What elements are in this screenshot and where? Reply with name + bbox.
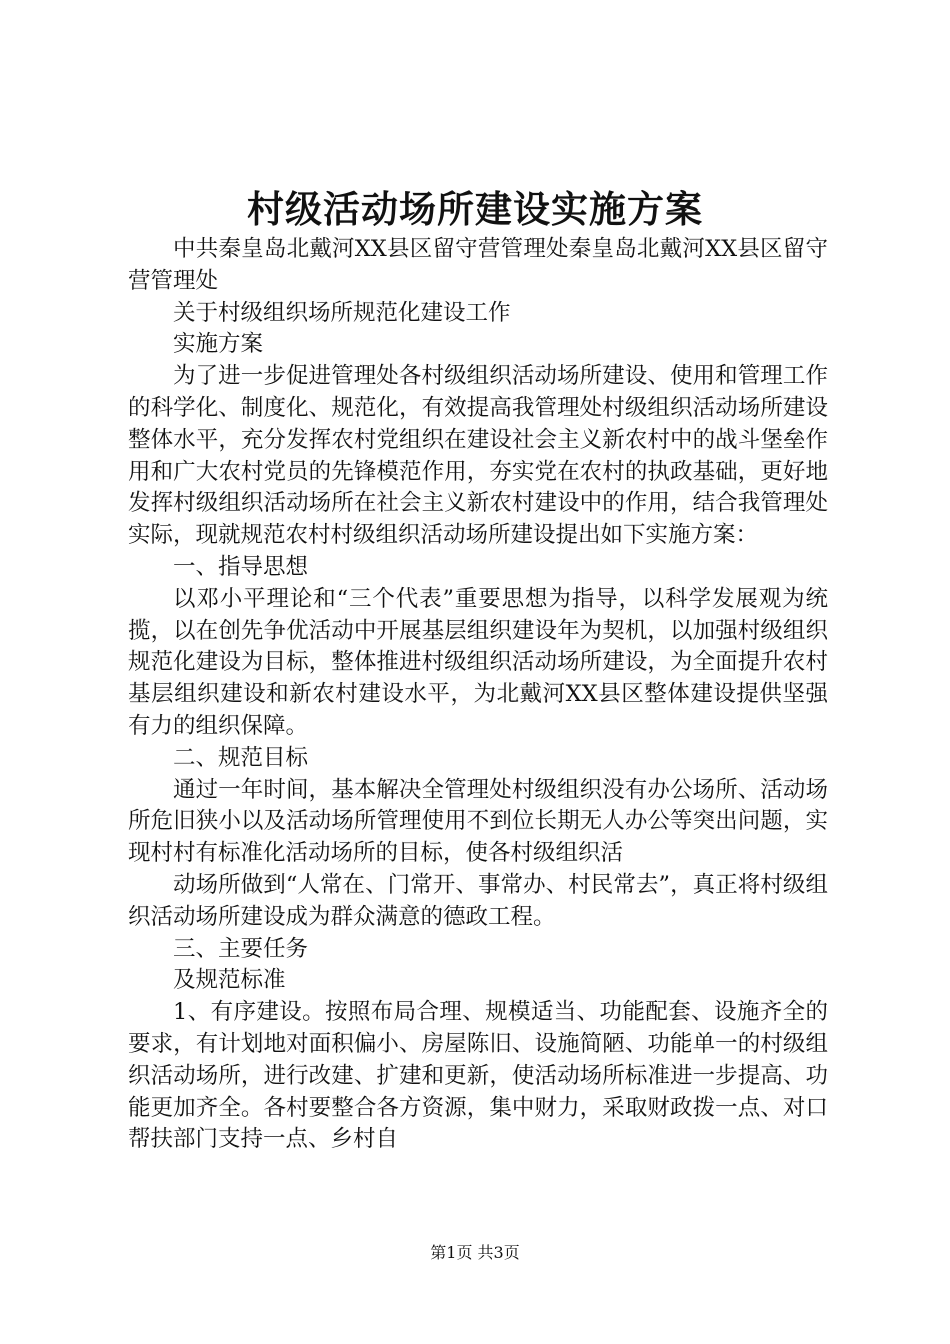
page-number: 第1页 共3页 bbox=[430, 1243, 520, 1262]
paragraph-intro: 为了进一步促进管理处各村级组织活动场所建设、使用和管理工作的科学化、制度化、规范化，有效提高我管理处村级组织活动场所建设整体水平，充分发挥农村党组织在建设社会主义新农村中的战斗堡垒作用和广大农村党员的先锋模范作用，夯实党在农村的执政基础，更好地发挥村级组织活动场所在社会主义新农村建设中的作用，结合我管理处实际，现就规范农村村级组织活动场所建设提出如下实施方案： bbox=[128, 363, 828, 549]
section-heading-goals: 二、规范目标 bbox=[173, 744, 309, 771]
section-heading-standards: 及规范标准 bbox=[173, 967, 286, 994]
document-body bbox=[128, 234, 828, 1156]
document-title: 村级活动场所建设实施方案 bbox=[247, 187, 703, 231]
paragraph-orderly-construction: 1、有序建设。按照布局合理、规模适当、功能配套、设施齐全的要求，有计划地对面积偏小、房屋陈旧、设施简陋、功能单一的村级组织活动场所，进行改建、扩建和更新，使活动场所标准进一步提高、功能更加齐全。各村要整合各方资源，集中财力，采取财政拨一点、对口帮扶部门支持一点、乡村自 bbox=[128, 999, 828, 1153]
paragraph-subtitle: 实施方案 bbox=[173, 331, 264, 358]
section-heading-guiding-thought: 一、指导思想 bbox=[173, 553, 309, 580]
paragraph-goals: 通过一年时间，基本解决全管理处村级组织没有办公场所、活动场所危旧狭小以及活动场所管理使用不到位长期无人办公等突出问题，实现村村有标准化活动场所的目标，使各村级组织活 bbox=[128, 776, 828, 867]
paragraph-guiding-thought: 以邓小平理论和“三个代表”重要思想为指导，以科学发展观为统揽，以在创先争优活动中开展基层组织建设年为契机，以加强村级组织规范化建设为目标，整体推进村级组织活动场所建设，为全面提升农村基层组织建设和新农村建设水平，为北戴河XX县区整体建设提供坚强有力的组织保障。 bbox=[128, 585, 828, 739]
paragraph-goals-continued: 动场所做到“人常在、门常开、事常办、村民常去”，真正将村级组织活动场所建设成为群众满意的德政工程。 bbox=[128, 871, 828, 930]
paragraph-subject: 关于村级组织场所规范化建设工作 bbox=[173, 299, 511, 326]
section-heading-main-tasks: 三、主要任务 bbox=[173, 935, 309, 962]
paragraph-issuer: 中共秦皇岛北戴河XX县区留守营管理处秦皇岛北戴河XX县区留守营管理处 bbox=[128, 236, 828, 294]
